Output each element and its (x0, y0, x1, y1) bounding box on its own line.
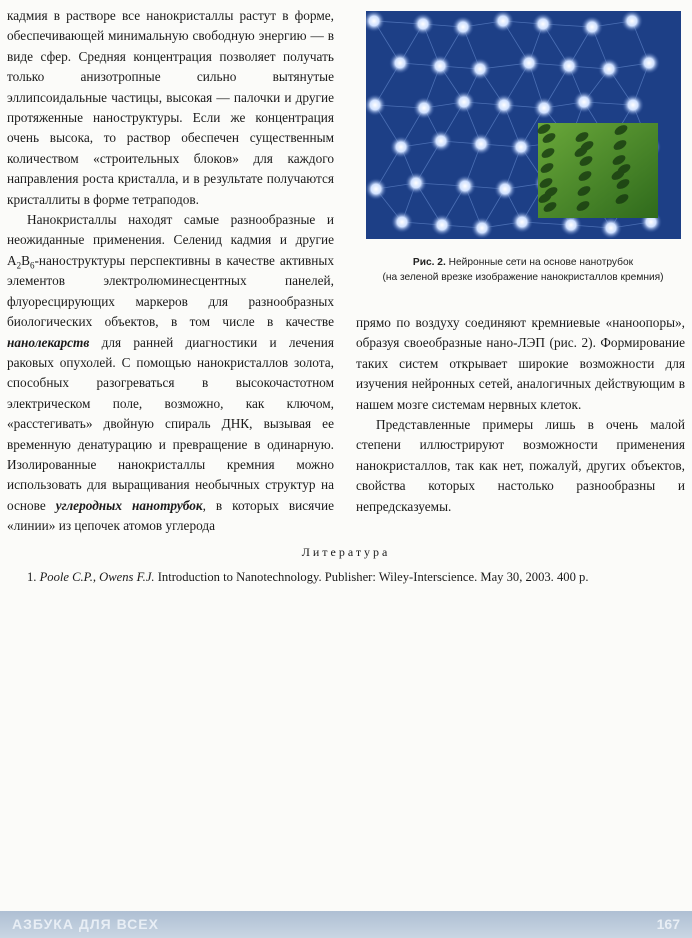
nanopillar-node (493, 94, 515, 116)
nanopillar-node (558, 55, 580, 77)
figure-image (366, 11, 681, 239)
text-run: B (21, 252, 30, 268)
reference-number: 1. (27, 570, 40, 584)
left-column (7, 6, 334, 537)
nanopillar-node (430, 130, 452, 152)
nanopillar-node (413, 97, 435, 119)
caption-text: Нейронные сети на основе нанотрубок (445, 257, 634, 268)
nanopillar-node (510, 136, 532, 158)
nanopillar-node (581, 16, 603, 38)
nanopillar-node (518, 52, 540, 74)
nanotube-network-image (366, 11, 681, 239)
silicon-nanocrystal-inset (536, 122, 658, 218)
subscript: 6 (29, 260, 35, 271)
emphasis-term: углеродных нанотрубок (55, 497, 203, 513)
nanopillar-node (573, 91, 595, 113)
nanopillar-node (454, 175, 476, 197)
nanopillar-node (390, 136, 412, 158)
nanopillar-node (600, 217, 622, 239)
text-run: -наноструктуры перспективны в качестве активных элементов электролюминесцентных панелей, флуоресцирующих маркеров для разнообразных биологических объектов, в том числе в качестве (7, 252, 334, 330)
nanopillar-node (511, 211, 533, 233)
nanopillar-node (494, 178, 516, 200)
reference-text: Introduction to Nanotechnology. Publisher: Wiley-Interscience. May 30, 2003. 400 p. (154, 570, 589, 584)
nanopillar-node (532, 13, 554, 35)
paragraph (7, 210, 334, 537)
footer-bar (0, 911, 692, 938)
nanopillar-node (471, 217, 493, 239)
nanopillar-node (429, 55, 451, 77)
text-run: для ранней диагностики и лечения раковых опухолей. С помощью нанокристаллов золота, способных разогреваться в высокочастотном электрическом поле, возможно, как ключом, «расстегивать» двойную спираль ДНК, вызывая ее временную денатурацию и превращение в одинарную. Изолированные нанокристаллы кремния можно использовать для выращивания необычных структур на основе (7, 334, 334, 513)
nanopillar-node (391, 211, 413, 233)
nanopillar-node (431, 214, 453, 236)
nanopillar-node (453, 91, 475, 113)
reference-authors: Poole C.P., Owens F.J. (39, 570, 155, 584)
caption-label: Рис. 2. (412, 257, 446, 268)
figure-caption (358, 255, 688, 285)
caption-subtext: (на зеленой врезке изображение нанокристаллов кремния) (382, 272, 664, 283)
footer-title: АЗБУКА ДЛЯ ВСЕХ (12, 916, 159, 932)
nanopillar-node (533, 97, 555, 119)
reference-entry (27, 568, 692, 586)
subscript: 2 (16, 260, 22, 271)
paragraph: кадмия в растворе все нанокристаллы растут в форме, обеспечивающей минимальную свободную энергию — в виде сфер. Средняя концентрация позволяет получать только анизотропные сильно вытянутые эллипсоидальные частицы, высокая — палочки и другие протяженные наноструктуры. Если же концентрация очень высока, то раствор обеспечен существенным количеством «строительных блоков» для каждого направления роста кристалла, и в результате получаются кристаллиты в форме тетраподов. (7, 8, 334, 207)
paragraph: прямо по воздуху соединяют кремниевые «наноопоры», образуя своеобразные нано-ЛЭП (рис. 2). Формирование таких систем открывает широкие возможности для изучения нейронных сетей, аналогичных действующим в нашем мозге системам нервных клеток. (356, 315, 685, 412)
nanopillar-node (412, 13, 434, 35)
literature-heading: Литература (301, 545, 391, 559)
text-run: Нанокристаллы находят самые разнообразные и неожиданные применения. Селенид кадмия и другие A (7, 212, 334, 268)
paragraph: Представленные примеры лишь в очень малой степени иллюстрируют возможности применения нанокристаллов, так как нет, пожалуй, других объектов, свойства которых настолько разнообразны и непредсказуемы. (356, 417, 685, 514)
text-run: , в которых висячие «линии» из цепочек атомов углерода (7, 497, 334, 534)
nanopillar-node (470, 133, 492, 155)
nanopillar-node (638, 52, 660, 74)
nanopillar-node (452, 16, 474, 38)
right-column (356, 313, 685, 517)
nanopillar-node (469, 58, 491, 80)
nanopillar-node (621, 11, 643, 32)
nanopillar-node (492, 11, 514, 32)
nanopillar-node (622, 94, 644, 116)
nanopillar-node (405, 172, 427, 194)
emphasis-term: нанолекарств (7, 334, 90, 350)
page-number: 167 (656, 916, 680, 932)
nanopillar-node (598, 58, 620, 80)
nanopillar-node (366, 178, 387, 200)
nanopillar-node (389, 52, 411, 74)
